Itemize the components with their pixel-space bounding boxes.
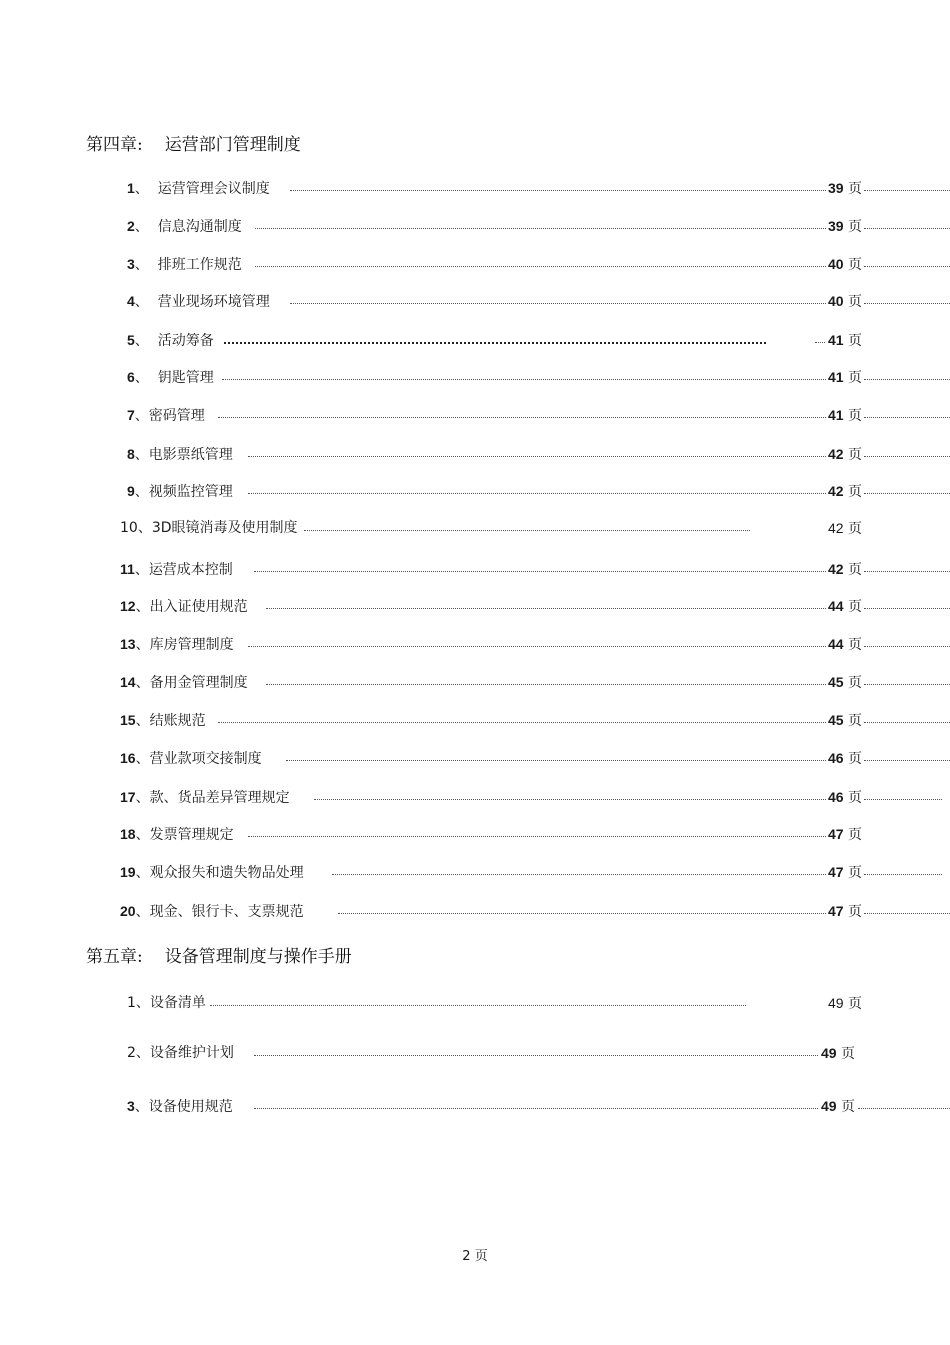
page-ref: 42 页 — [828, 561, 863, 578]
toc-entry[interactable]: 17、款、货品差异管理规定 46 页 — [0, 787, 950, 807]
toc-entry[interactable]: 3、 排班工作规范 40 页 — [0, 254, 950, 274]
toc-entry[interactable]: 13、库房管理制度 44 页 — [0, 634, 950, 654]
chapter-5-title: 设备管理制度与操作手册 — [164, 947, 352, 967]
toc-entry[interactable]: 14、备用金管理制度 45 页 — [0, 672, 950, 692]
chapter-4-title: 运营部门管理制度 — [164, 135, 301, 155]
toc-entry[interactable]: 6、 钥匙管理 41 页 — [0, 367, 950, 387]
chapter-5-prefix: 第五章: — [86, 947, 143, 967]
page-ref: 46 页 — [828, 750, 863, 767]
page-ref: 49 页 — [821, 1045, 856, 1062]
page-ref: 45 页 — [828, 674, 863, 691]
toc-entry[interactable]: 1、设备清单 49 页 — [127, 995, 863, 1012]
page-ref: 41 页 — [828, 332, 863, 349]
toc-entry[interactable]: 11、运营成本控制 42 页 — [0, 559, 950, 579]
toc-entry[interactable]: 20、现金、银行卡、支票规范 47 页 — [0, 901, 950, 921]
page-ref: 40 页 — [828, 293, 863, 310]
toc-entry[interactable]: 2、设备维护计划 49 页 — [127, 1045, 856, 1062]
toc-entry[interactable]: 3、设备使用规范 49 页 — [0, 1096, 950, 1116]
page-ref: 47 页 — [828, 826, 863, 843]
page-ref: 42 页 — [828, 483, 863, 500]
page-ref: 41 页 — [828, 407, 863, 424]
toc-entry[interactable]: 15、结账规范 45 页 — [0, 710, 950, 730]
page-ref: 41 页 — [828, 369, 863, 386]
toc-entry[interactable]: 5、 活动筹备 41 页 — [127, 332, 863, 349]
page-number-footer: 2 页 — [462, 1249, 488, 1264]
toc-entry[interactable]: 12、出入证使用规范 44 页 — [0, 596, 950, 616]
toc-entry[interactable]: 16、营业款项交接制度 46 页 — [0, 748, 950, 768]
page-ref: 45 页 — [828, 712, 863, 729]
toc-entry[interactable]: 1、 运营管理会议制度 39 页 — [0, 178, 950, 198]
chapter-4-heading — [86, 130, 301, 155]
page-ref: 46 页 — [828, 789, 863, 806]
toc-entry[interactable]: 4、 营业现场环境管理 40 页 — [0, 291, 950, 311]
page-ref: 44 页 — [828, 636, 863, 653]
toc-entry[interactable]: 7、密码管理 41 页 — [0, 405, 950, 425]
toc-entry[interactable]: 9、视频监控管理 42 页 — [0, 481, 950, 501]
toc-entry[interactable]: 18、发票管理规定 47 页 — [120, 826, 863, 843]
page-ref: 49 页 — [821, 1098, 856, 1115]
page-ref: 39 页 — [828, 180, 863, 197]
page-ref: 40 页 — [828, 256, 863, 273]
page-ref: 42 页 — [828, 446, 863, 463]
chapter-5-heading — [86, 942, 352, 967]
toc-entry[interactable]: 19、观众报失和遗失物品处理 47 页 — [0, 862, 950, 882]
page-ref: 42 页 — [828, 520, 863, 537]
page-ref: 49 页 — [828, 995, 863, 1012]
toc-entry[interactable]: 2、 信息沟通制度 39 页 — [0, 216, 950, 236]
page-ref: 44 页 — [828, 598, 863, 615]
page-ref: 47 页 — [828, 864, 863, 881]
page-ref: 39 页 — [828, 218, 863, 235]
page-ref: 47 页 — [828, 903, 863, 920]
chapter-4-prefix: 第四章: — [86, 135, 143, 155]
toc-entry[interactable]: 8、电影票纸管理 42 页 — [0, 444, 950, 464]
toc-entry[interactable]: 10、3D眼镜消毒及使用制度 42 页 — [120, 520, 863, 537]
